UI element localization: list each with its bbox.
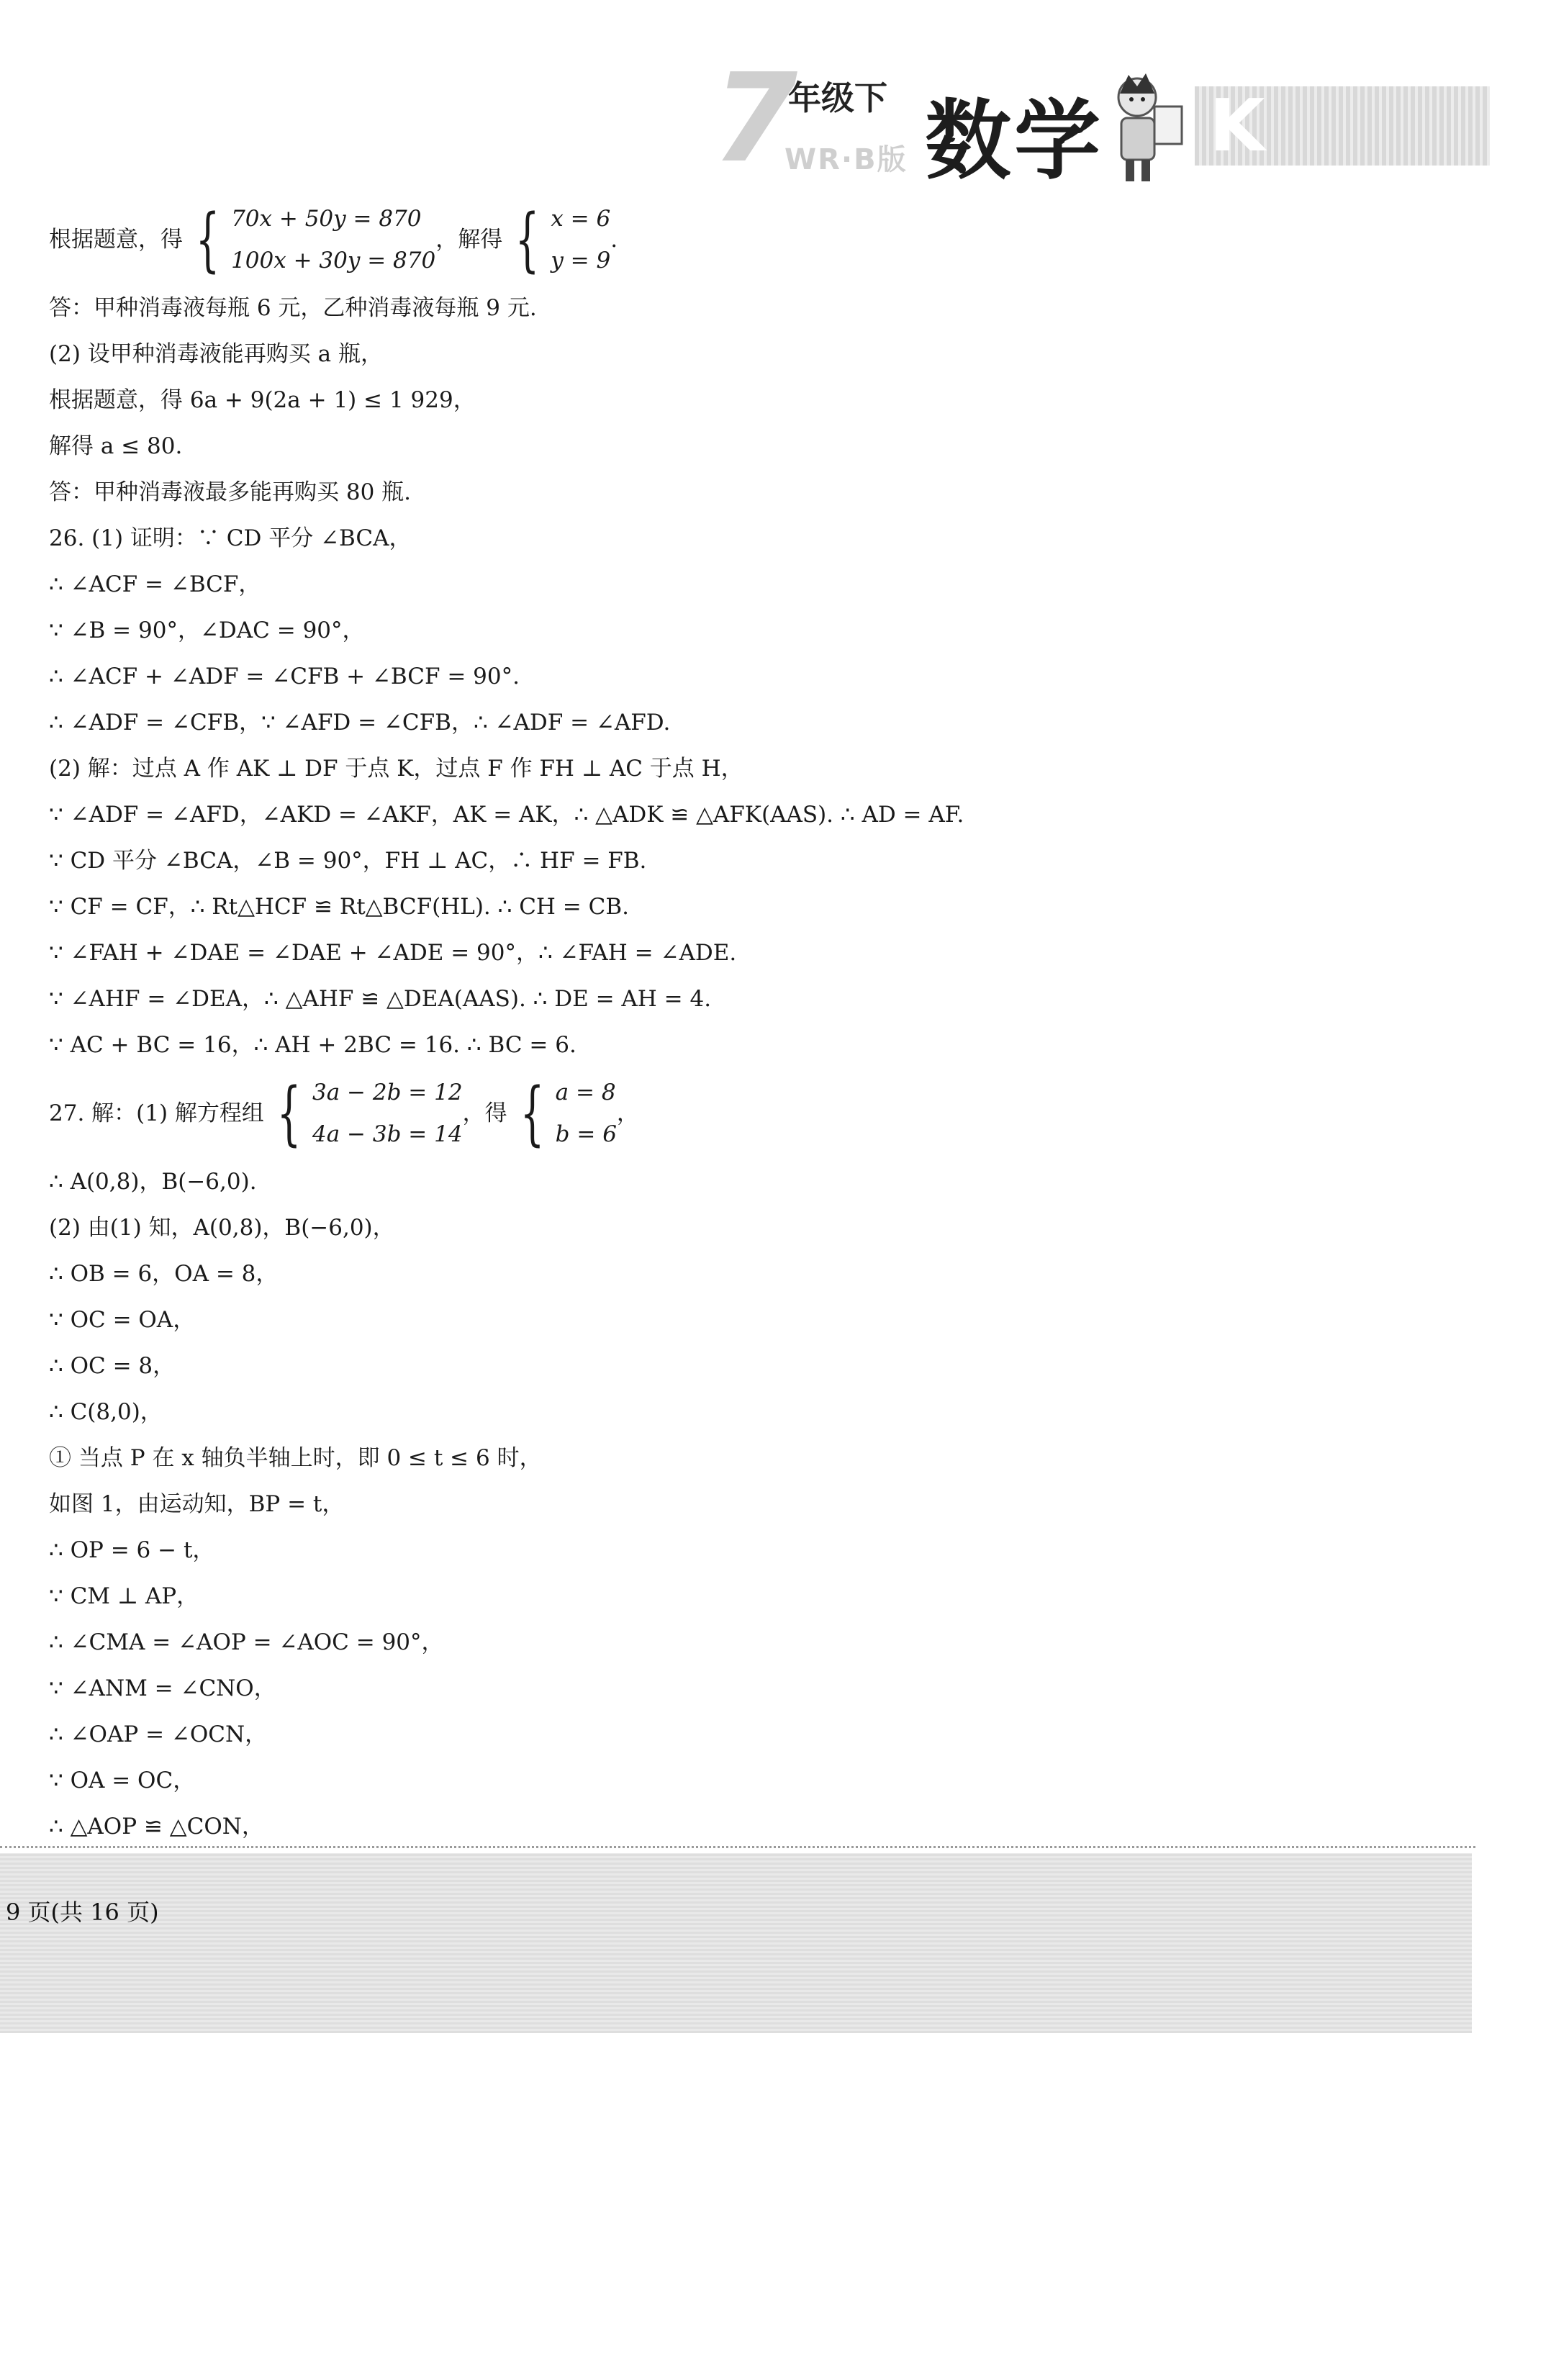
equation: 3a − 2b = 12 xyxy=(312,1080,463,1105)
text-line: ① 当点 P 在 x 轴负半轴上时，即 0 ≤ t ≤ 6 时， xyxy=(49,1445,542,1471)
text-line: ∴ OP = 6 − t， xyxy=(49,1537,215,1563)
text-line: ∵ ∠B = 90°，∠DAC = 90°， xyxy=(49,617,365,643)
text-line: ∵ OC = OA， xyxy=(49,1307,196,1333)
book-header xyxy=(691,47,1490,191)
left-brace: { xyxy=(276,1073,302,1154)
text-line xyxy=(49,194,1416,285)
text-line: ∴ △AOP ≌ △CON， xyxy=(49,1814,264,1840)
equation: b = 6 xyxy=(555,1121,617,1147)
text-line: 26. (1) 证明：∵ CD 平分 ∠BCA， xyxy=(49,525,412,551)
equation: x = 6 xyxy=(551,206,611,232)
strip-letter: K xyxy=(1209,83,1265,168)
text-line-middle: ，得 xyxy=(462,1100,507,1126)
page-number: 9 页(共 16 页) xyxy=(6,1899,159,1926)
text-line: ∵ OA = OC， xyxy=(49,1768,196,1793)
text-line: ∴ ∠ACF + ∠ADF = ∠CFB + ∠BCF = 90°. xyxy=(49,664,520,689)
text-line: ∴ ∠ADF = ∠CFB，∵ ∠AFD = ∠CFB，∴ ∠ADF = ∠AFD. xyxy=(49,710,671,736)
text-line: ∴ ∠CMA = ∠AOP = ∠AOC = 90°， xyxy=(49,1629,444,1655)
text-line: 如图 1，由运动知，BP = t， xyxy=(49,1491,345,1517)
equation: 100x + 30y = 870 xyxy=(231,248,436,273)
text-line: ∴ ∠OAP = ∠OCN， xyxy=(49,1721,268,1747)
equation-system xyxy=(231,200,435,279)
solution-text xyxy=(49,194,1416,1850)
text-line-prefix: 27. 解：(1) 解方程组 xyxy=(49,1100,264,1126)
equation: 70x + 50y = 870 xyxy=(231,206,422,232)
footer-band xyxy=(0,1853,1472,2033)
text-line: ∵ CD 平分 ∠BCA，∠B = 90°，FH ⊥ AC，∴ HF = FB. xyxy=(49,848,647,874)
left-brace: { xyxy=(520,1073,544,1154)
text-line: 答：甲种消毒液每瓶 6 元，乙种消毒液每瓶 9 元. xyxy=(49,295,537,321)
text-line-suffix: ， xyxy=(616,1100,639,1126)
equation: y = 9 xyxy=(551,248,611,273)
mascot-icon xyxy=(1094,65,1188,187)
text-line: ∵ ∠ADF = ∠AFD，∠AKD = ∠AKF，AK = AK，∴ △ADK ≌ △AFK(AAS). ∴ AD = AF. xyxy=(49,802,964,828)
text-line: (2) 由(1) 知，A(0,8)，B(−6,0)， xyxy=(49,1215,395,1241)
solution-system xyxy=(556,1074,617,1153)
solution-system xyxy=(551,200,610,279)
text-line: 答：甲种消毒液最多能再购买 80 瓶. xyxy=(49,479,412,505)
grade-label: 年级下 xyxy=(788,78,887,117)
text-line: ∵ ∠AHF = ∠DEA，∴ △AHF ≌ △DEA(AAS). ∴ DE = AH = 4. xyxy=(49,986,712,1012)
text-line xyxy=(49,1068,1416,1159)
text-line: 根据题意，得 6a + 9(2a + 1) ≤ 1 929， xyxy=(49,387,476,413)
text-line: ∴ C(8,0)， xyxy=(49,1399,163,1425)
grade-number: 7 xyxy=(713,47,798,190)
equation: 4a − 3b = 14 xyxy=(312,1121,463,1147)
left-brace: { xyxy=(195,199,220,280)
text-line: ∴ ∠ACF = ∠BCF， xyxy=(49,571,261,597)
footer-divider xyxy=(0,1846,1475,1848)
text-line: ∵ CF = CF，∴ Rt△HCF ≌ Rt△BCF(HL). ∴ CH = CB. xyxy=(49,894,629,920)
equation-system xyxy=(312,1074,463,1153)
header-strip xyxy=(1195,83,1490,168)
left-brace: { xyxy=(515,199,540,280)
text-line: ∴ A(0,8)，B(−6,0). xyxy=(49,1169,257,1195)
text-line-suffix: . xyxy=(610,227,618,253)
text-line: (2) 设甲种消毒液能再购买 a 瓶， xyxy=(49,341,383,367)
text-line: ∵ CM ⊥ AP， xyxy=(49,1583,199,1609)
text-line: ∵ AC + BC = 16，∴ AH + 2BC = 16. ∴ BC = 6. xyxy=(49,1032,576,1058)
text-line: (2) 解：过点 A 作 AK ⊥ DF 于点 K，过点 F 作 FH ⊥ AC 于点 H， xyxy=(49,756,743,782)
text-line: ∴ OB = 6，OA = 8， xyxy=(49,1261,279,1287)
text-line: 解得 a ≤ 80. xyxy=(49,433,183,459)
text-line-middle: ，解得 xyxy=(435,227,503,253)
equation: a = 8 xyxy=(555,1080,616,1105)
text-line: ∴ OC = 8， xyxy=(49,1353,176,1379)
edition-label: WR·B版 xyxy=(784,143,908,176)
subject-title: 数学 xyxy=(925,91,1103,191)
text-line: ∵ ∠ANM = ∠CNO， xyxy=(49,1675,276,1701)
text-line-prefix: 根据题意，得 xyxy=(49,227,183,253)
text-line: ∵ ∠FAH + ∠DAE = ∠DAE + ∠ADE = 90°，∴ ∠FAH = ∠ADE. xyxy=(49,940,737,966)
